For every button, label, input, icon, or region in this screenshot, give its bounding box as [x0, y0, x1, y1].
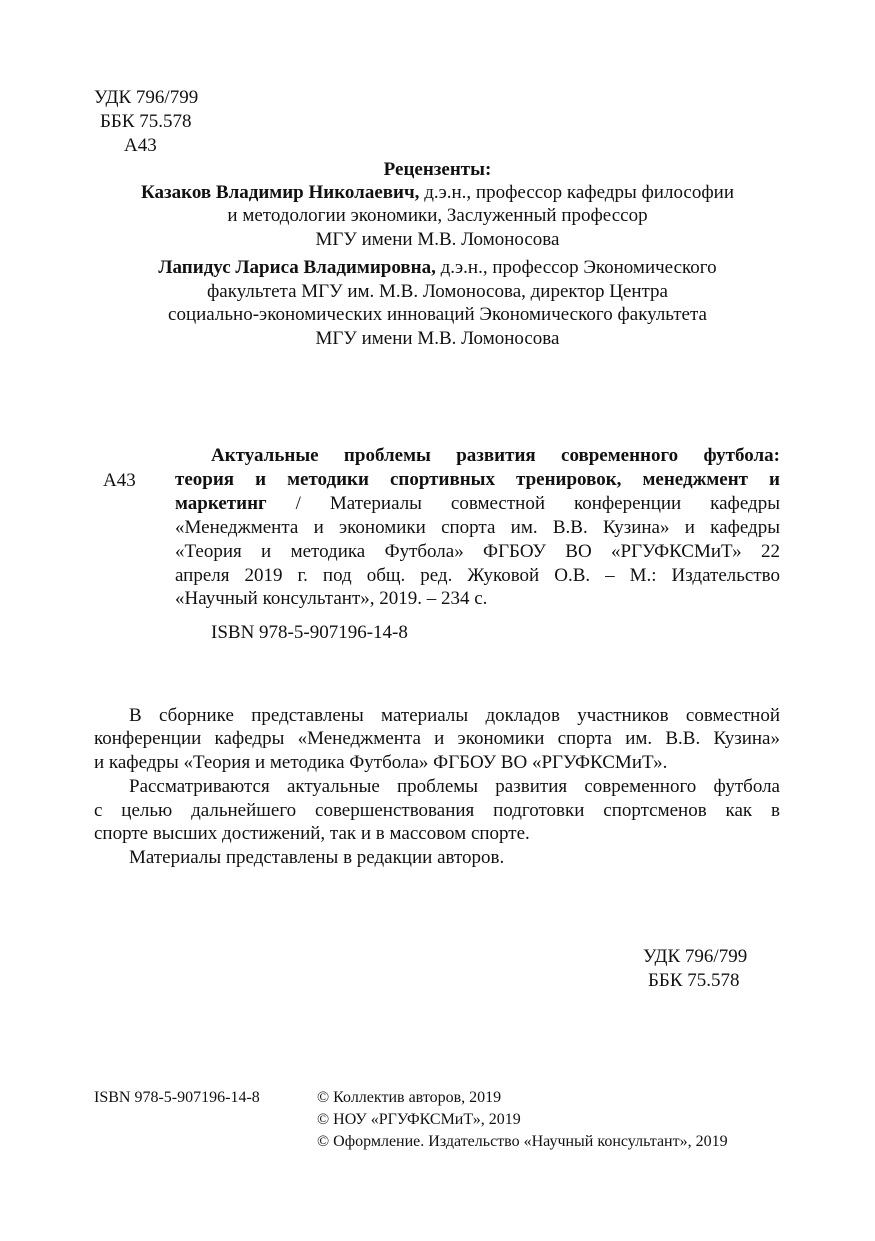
annotation-p1-line-2: конференции кафедры «Менеджмента и экономики спорта им. В.В. Кузина»: [94, 728, 780, 749]
footer-isbn: ISBN 978-5-907196-14-8: [94, 1089, 260, 1106]
reviewer-2-line-1: [0, 256, 875, 280]
author-mark: А43: [124, 135, 157, 156]
udk-code: УДК 796/799: [94, 87, 199, 108]
bbk-code: ББК 75.578: [100, 111, 192, 132]
reviewer-2-name: Лапидус Лариса Владимировна,: [158, 257, 436, 278]
reviewer-1-credentials: д.э.н., профессор кафедры философии: [419, 182, 734, 203]
bottom-udk-code: УДК 796/799: [643, 946, 748, 967]
reviewer-1-name: Казаков Владимир Николаевич,: [141, 182, 420, 203]
copyright-publisher: © Оформление. Издательство «Научный консультант», 2019: [317, 1133, 728, 1150]
bottom-bbk-code: ББК 75.578: [648, 970, 740, 991]
bib-line-7: «Научный консультант», 2019. – 234 с.: [175, 588, 488, 609]
copyright-institution: © НОУ «РГУФКСМиТ», 2019: [317, 1111, 521, 1128]
bib-author-mark: А43: [103, 470, 136, 491]
annotation-p3: Материалы представлены в редакции авторов.: [129, 847, 505, 868]
reviewers-heading: Рецензенты:: [383, 159, 492, 180]
bib-materials: / Материалы совместной конференции кафедры: [266, 493, 780, 514]
annotation-p1-line-1: В сборнике представлены материалы докладов участников совместной: [129, 705, 780, 726]
reviewer-2-line-2: факультета МГУ им. М.В. Ломоносова, директор Центра: [207, 281, 668, 302]
copyright-authors: © Коллектив авторов, 2019: [317, 1089, 502, 1106]
bib-line-3: [175, 492, 780, 516]
annotation-p2-line-1: Рассматриваются актуальные проблемы развития современного футбола: [129, 776, 780, 797]
annotation-p1-line-3: и кафедры «Теория и методика Футбола» ФГБОУ ВО «РГУФКСМиТ».: [94, 752, 668, 773]
bib-title-line-1: Актуальные проблемы развития современного футбола:: [211, 445, 780, 466]
reviewer-2-credentials: д.э.н., профессор Экономического: [435, 257, 717, 278]
reviewer-2-line-4: МГУ имени М.В. Ломоносова: [315, 328, 560, 349]
reviewer-1-line-1: [0, 181, 875, 205]
bib-line-6: апреля 2019 г. под общ. ред. Жуковой О.В. – М.: Издательство: [175, 565, 780, 586]
bib-title-end: маркетинг: [175, 493, 267, 514]
reviewer-2-line-3: социально-экономических инноваций Экономического факультета: [168, 304, 707, 325]
bib-title-line-2: теория и методики спортивных тренировок, менеджмент и: [175, 469, 780, 490]
bib-line-4: «Менеджмента и экономики спорта им. В.В. Кузина» и кафедры: [175, 517, 780, 538]
annotation-p2-line-2: с целью дальнейшего совершенствования подготовки спортсменов как в: [94, 800, 780, 821]
bib-line-5: «Теория и методика Футбола» ФГБОУ ВО «РГУФКСМиТ» 22: [175, 541, 780, 562]
bib-isbn: ISBN 978-5-907196-14-8: [211, 622, 408, 643]
reviewer-1-line-2: и методологии экономики, Заслуженный профессор: [227, 205, 648, 226]
reviewer-1-line-3: МГУ имени М.В. Ломоносова: [315, 229, 560, 250]
annotation-p2-line-3: спорте высших достижений, так и в массовом спорте.: [94, 823, 530, 844]
